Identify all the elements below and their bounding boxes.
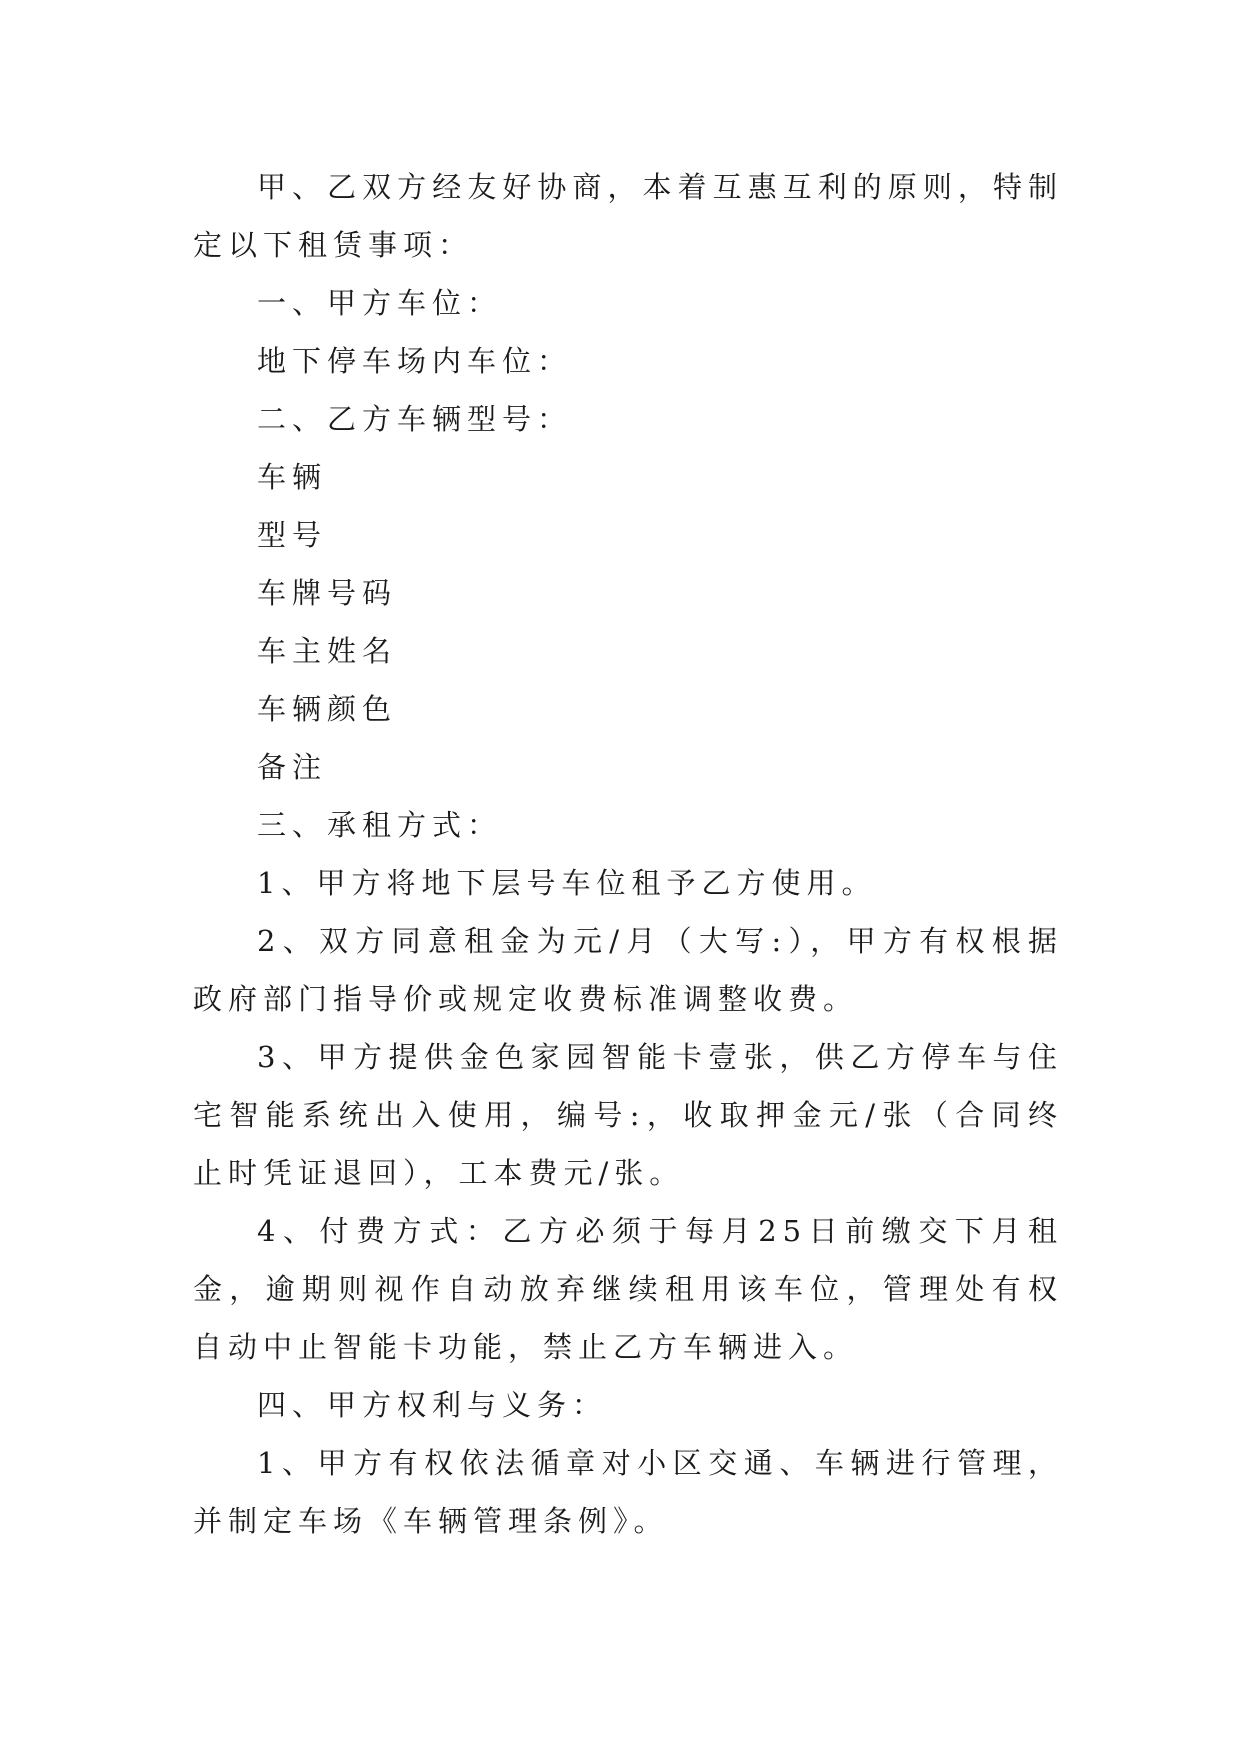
field-label-plate-number: 车牌号码: [257, 576, 398, 610]
clause-3-3: 3、甲方提供金色家园智能卡壹张，供乙方停车与住宅智能系统出入使用，编号:，收取押金元/张（合同终止时凭证退回），工本费元/张。: [193, 1040, 1063, 1190]
paragraph-intro: 甲、乙双方经友好协商，本着互惠互利的原则，特制定以下租赁事项：: [193, 170, 1063, 262]
field-label-remarks: 备注: [257, 750, 328, 784]
clause-4-1: 1、甲方有权依法循章对小区交通、车辆进行管理，并制定车场《车辆管理条例》。: [193, 1446, 1063, 1538]
clause-3-1: 1、甲方将地下层号车位租予乙方使用。: [257, 866, 877, 900]
field-label-model: 型号: [257, 518, 328, 552]
document-body: [193, 158, 1063, 1550]
section-heading-party-b-vehicle: 二、乙方车辆型号：: [257, 402, 573, 436]
section-heading-party-a-rights: 四、甲方权利与义务：: [257, 1388, 608, 1422]
field-label-owner-name: 车主姓名: [257, 634, 398, 668]
field-label-vehicle: 车辆: [257, 460, 328, 494]
field-label-vehicle-color: 车辆颜色: [257, 692, 398, 726]
section-heading-lease-method: 三、承租方式：: [257, 808, 503, 842]
section-heading-party-a-space: 一、甲方车位：: [257, 286, 503, 320]
clause-3-4: 4、付费方式：乙方必须于每月25日前缴交下月租金，逾期则视作自动放弃继续租用该车位，管理处有权自动中止智能卡功能，禁止乙方车辆进入。: [193, 1214, 1063, 1364]
clause-3-2: 2、双方同意租金为元/月（大写:），甲方有权根据政府部门指导价或规定收费标准调整收费。: [193, 924, 1063, 1016]
paragraph-underground-space: 地下停车场内车位：: [257, 344, 573, 378]
